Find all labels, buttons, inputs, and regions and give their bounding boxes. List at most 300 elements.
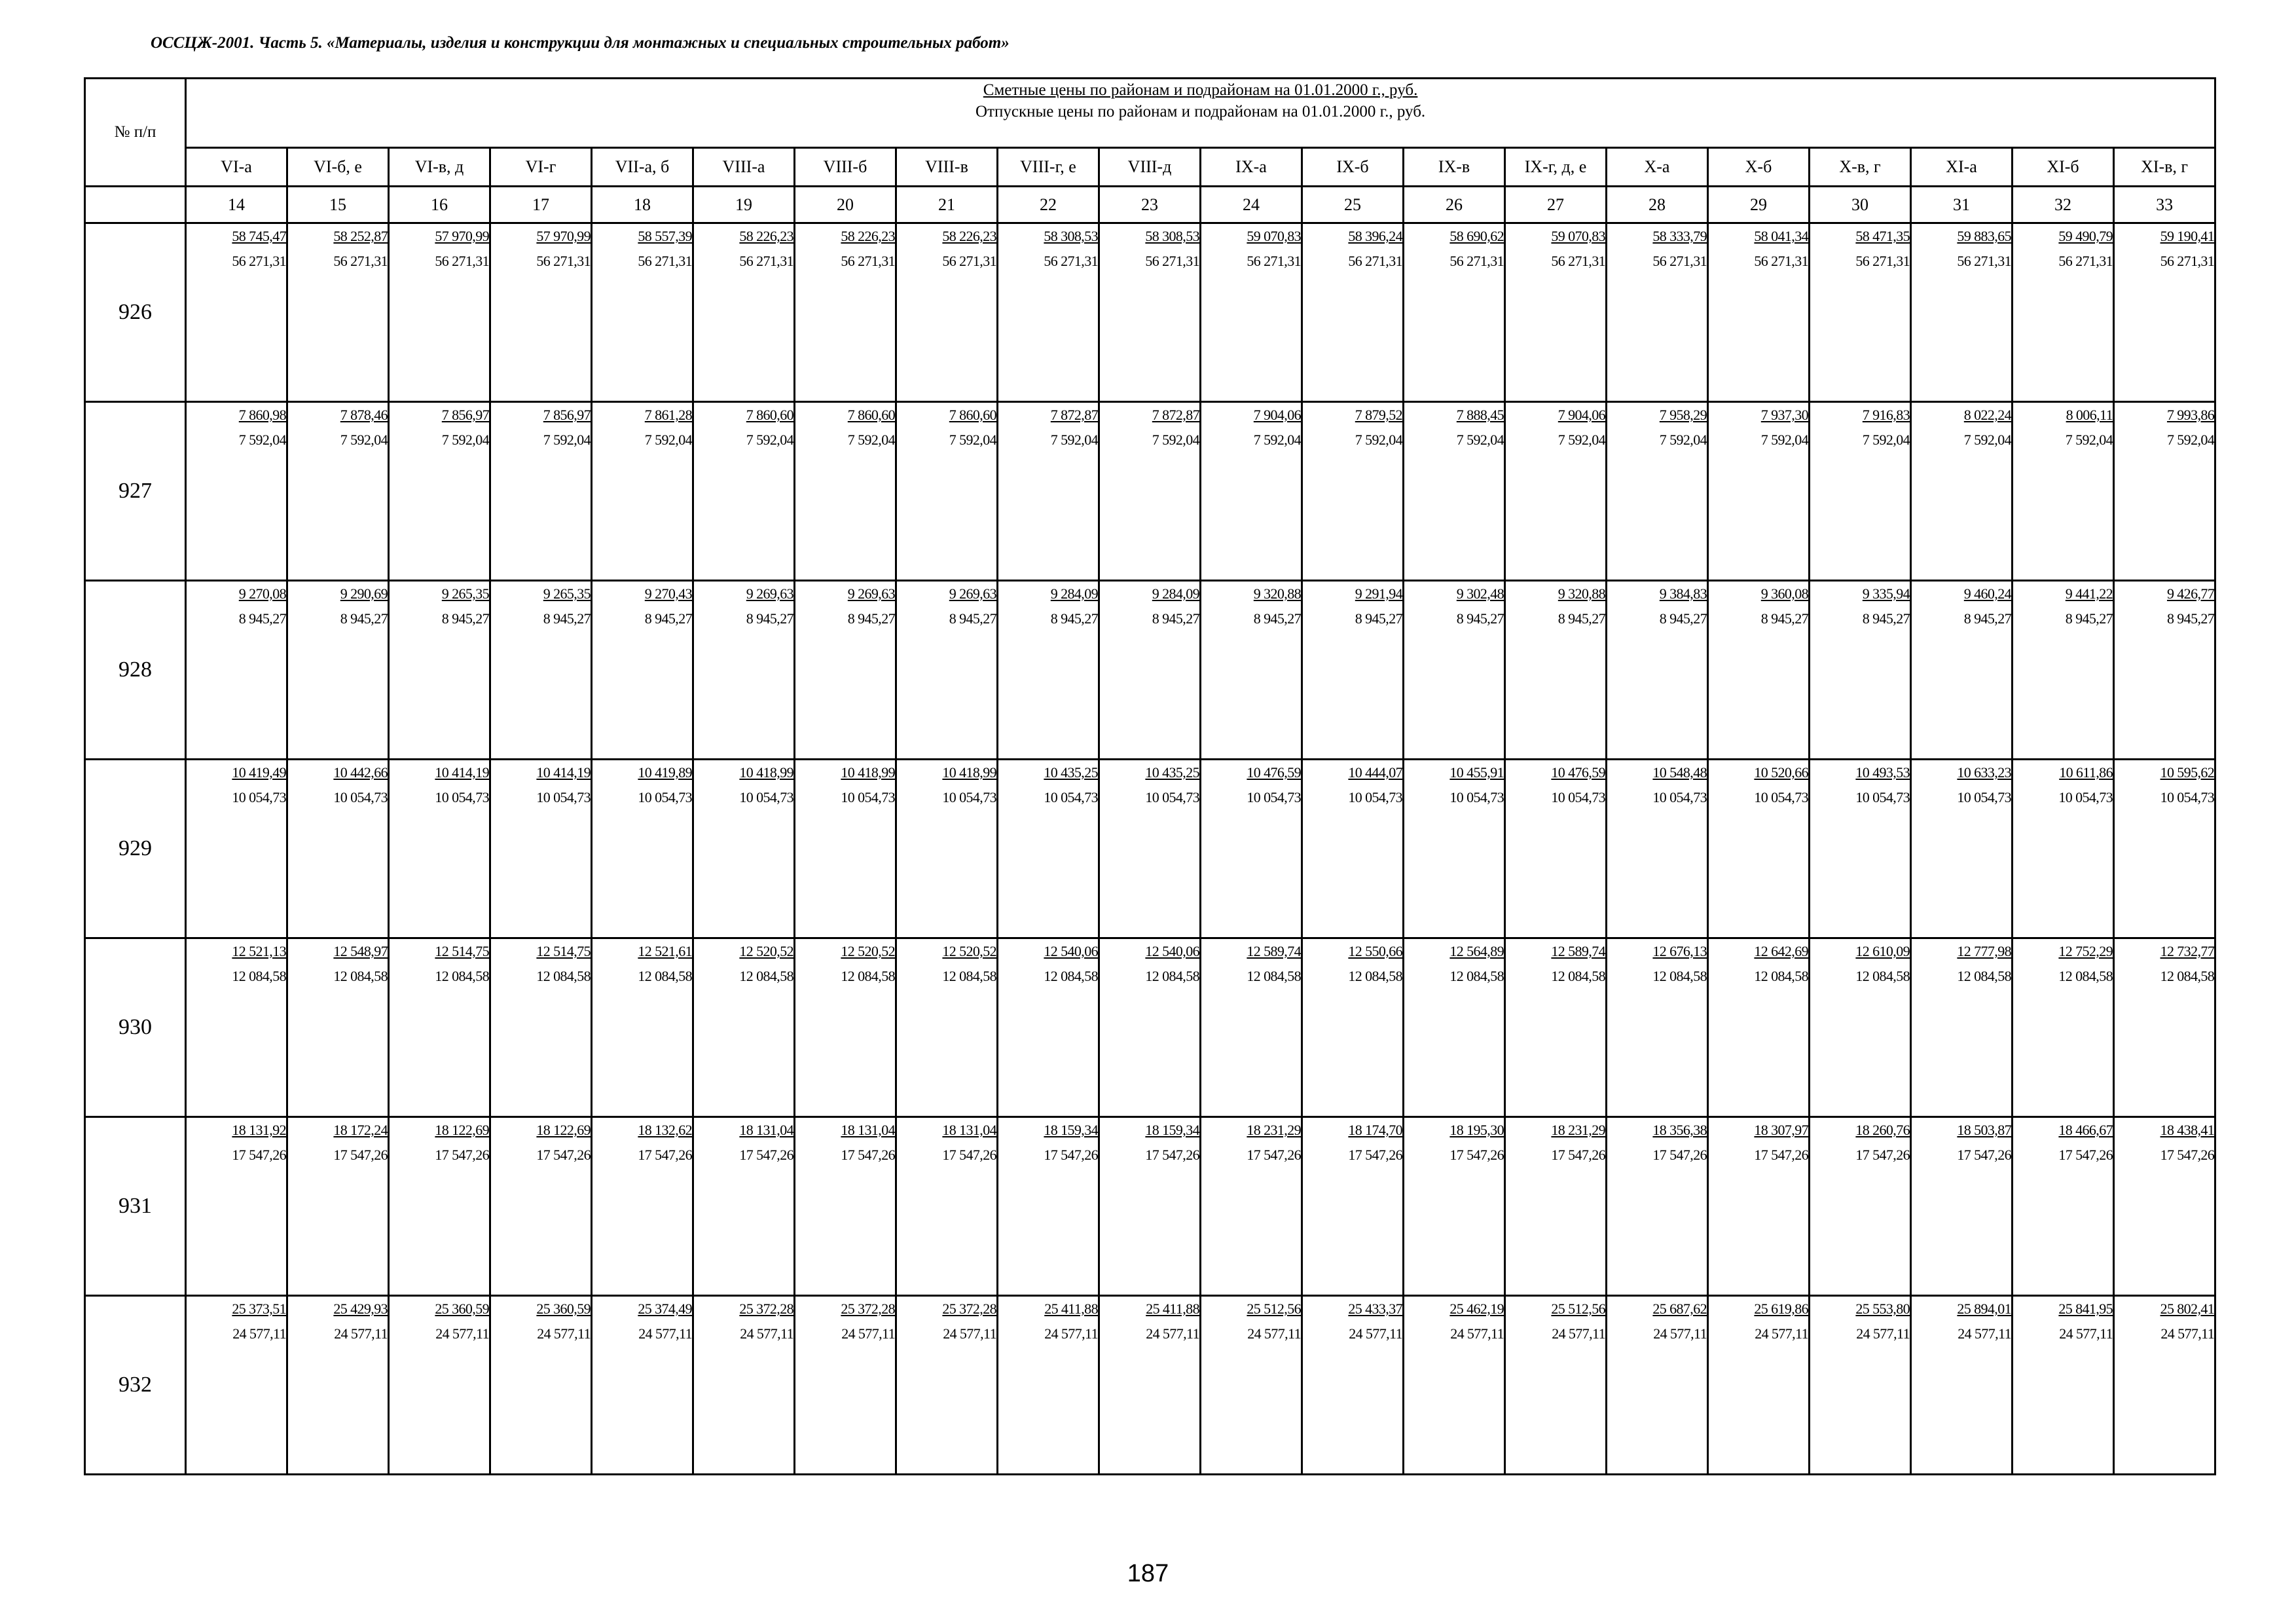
estimate-price: 9 320,88	[1253, 585, 1301, 602]
release-price: 17 547,26	[1247, 1147, 1301, 1163]
price-cell	[795, 223, 896, 402]
price-cell	[2114, 223, 2215, 402]
price-cell	[693, 1117, 795, 1296]
price-cell	[287, 938, 389, 1117]
release-price: 12 084,58	[536, 968, 591, 984]
price-cell	[693, 938, 795, 1117]
price-cell	[1810, 223, 1911, 402]
release-price: 8 945,27	[238, 610, 286, 627]
estimate-price: 18 172,24	[333, 1122, 388, 1138]
price-cell	[1302, 223, 1404, 402]
estimate-price: 25 411,88	[1044, 1301, 1098, 1317]
price-cell	[1708, 760, 1810, 938]
release-price: 56 271,31	[1957, 253, 2011, 269]
estimate-price: 9 384,83	[1659, 585, 1707, 602]
estimate-price: 18 159,34	[1044, 1122, 1098, 1138]
release-price: 24 577,11	[1958, 1325, 2011, 1342]
release-price: 56 271,31	[1551, 253, 1605, 269]
price-cell	[998, 760, 1099, 938]
estimate-price: 9 320,88	[1558, 585, 1605, 602]
price-cell	[490, 760, 592, 938]
release-price: 24 577,11	[334, 1325, 388, 1342]
price-cell	[1099, 938, 1201, 1117]
price-cell	[795, 1296, 896, 1475]
price-cell	[693, 223, 795, 402]
release-price: 17 547,26	[841, 1147, 895, 1163]
release-price: 56 271,31	[435, 253, 489, 269]
estimate-price: 12 564,89	[1449, 943, 1504, 959]
estimate-price: 59 070,83	[1551, 228, 1605, 244]
region-header: VI-г	[490, 148, 592, 187]
release-price: 17 547,26	[739, 1147, 793, 1163]
estimate-price: 25 433,37	[1348, 1301, 1402, 1317]
price-cell	[1404, 938, 1505, 1117]
estimate-price: 12 540,06	[1044, 943, 1098, 959]
price-cell	[1302, 760, 1404, 938]
estimate-price: 10 418,99	[841, 764, 895, 781]
region-header: VIII-а	[693, 148, 795, 187]
estimate-price: 7 861,28	[644, 407, 692, 423]
release-price: 24 577,11	[1653, 1325, 1707, 1342]
price-cell	[490, 402, 592, 581]
estimate-price: 18 174,70	[1348, 1122, 1402, 1138]
release-price: 8 945,27	[441, 610, 489, 627]
release-price: 56 271,31	[2160, 253, 2215, 269]
region-header: VI-в, д	[389, 148, 490, 187]
column-number: 24	[1201, 187, 1302, 223]
price-cell	[2013, 1117, 2114, 1296]
release-price: 24 577,11	[1146, 1325, 1199, 1342]
price-cell	[1911, 402, 2013, 581]
release-price: 8 945,27	[1152, 610, 1199, 627]
price-cell	[1404, 1117, 1505, 1296]
title-header-row	[85, 79, 2215, 148]
column-number: 28	[1607, 187, 1708, 223]
price-cell	[1911, 581, 2013, 760]
release-price: 10 054,73	[739, 789, 793, 805]
release-price: 17 547,26	[942, 1147, 996, 1163]
estimate-price: 25 512,56	[1247, 1301, 1301, 1317]
estimate-price: 7 878,46	[340, 407, 388, 423]
column-number-blank	[85, 187, 186, 223]
price-cell	[1810, 1117, 1911, 1296]
release-price: 12 084,58	[333, 968, 388, 984]
release-price: 56 271,31	[739, 253, 793, 269]
price-cell	[1404, 402, 1505, 581]
estimate-price: 7 856,97	[543, 407, 591, 423]
release-price: 12 084,58	[232, 968, 286, 984]
estimate-price: 7 860,60	[949, 407, 996, 423]
estimate-price: 12 521,13	[232, 943, 286, 959]
estimate-price: 7 904,06	[1558, 407, 1605, 423]
release-price: 10 054,73	[2160, 789, 2215, 805]
price-cell	[998, 223, 1099, 402]
estimate-price: 25 372,28	[739, 1301, 793, 1317]
price-cell	[1505, 581, 1607, 760]
price-cell	[1911, 223, 2013, 402]
release-price: 7 592,04	[1050, 432, 1098, 448]
release-price: 56 271,31	[2058, 253, 2113, 269]
release-price: 56 271,31	[1044, 253, 1098, 269]
price-cell	[2013, 402, 2114, 581]
price-cell	[1505, 1296, 1607, 1475]
release-price: 7 592,04	[340, 432, 388, 448]
release-price: 17 547,26	[1957, 1147, 2011, 1163]
estimate-price: 9 335,94	[1862, 585, 1910, 602]
estimate-price: 18 466,67	[2058, 1122, 2113, 1138]
estimate-price: 10 548,48	[1652, 764, 1707, 781]
region-header: VI-а	[186, 148, 287, 187]
region-header: VIII-д	[1099, 148, 1201, 187]
column-number-row	[85, 187, 2215, 223]
release-price: 10 054,73	[1754, 789, 1808, 805]
release-price: 7 592,04	[1456, 432, 1504, 448]
price-cell	[1607, 760, 1708, 938]
estimate-price: 58 745,47	[232, 228, 286, 244]
column-number: 17	[490, 187, 592, 223]
row-number: 927	[85, 402, 186, 581]
release-price: 24 577,11	[638, 1325, 692, 1342]
price-cell	[490, 1296, 592, 1475]
price-cell	[1302, 581, 1404, 760]
price-cell	[795, 760, 896, 938]
region-header: VII-а, б	[592, 148, 693, 187]
release-price: 12 084,58	[2058, 968, 2113, 984]
price-title-header	[186, 79, 2215, 148]
price-cell	[1607, 1117, 1708, 1296]
estimate-price: 58 308,53	[1145, 228, 1199, 244]
estimate-price: 58 041,34	[1754, 228, 1808, 244]
release-price: 10 054,73	[1247, 789, 1301, 805]
price-cell	[1708, 402, 1810, 581]
estimate-price: 7 916,83	[1862, 407, 1910, 423]
price-cell	[693, 581, 795, 760]
price-cell	[287, 1117, 389, 1296]
release-price: 10 054,73	[2058, 789, 2113, 805]
release-price: 12 084,58	[1652, 968, 1707, 984]
price-cell	[186, 581, 287, 760]
column-number: 26	[1404, 187, 1505, 223]
estimate-price: 12 589,74	[1551, 943, 1605, 959]
estimate-price: 10 455,91	[1449, 764, 1504, 781]
row-number: 928	[85, 581, 186, 760]
price-cell	[1505, 938, 1607, 1117]
release-price-title: Отпускные цены по районам и подрайонам на 01.01.2000 г., руб.	[975, 103, 1426, 120]
estimate-price: 8 006,11	[2066, 407, 2113, 423]
estimate-price: 7 860,60	[847, 407, 895, 423]
release-price: 12 084,58	[435, 968, 489, 984]
price-cell	[1505, 760, 1607, 938]
price-cell	[2013, 1296, 2114, 1475]
price-cell	[1404, 581, 1505, 760]
release-price: 10 054,73	[841, 789, 895, 805]
estimate-price: 10 442,66	[333, 764, 388, 781]
estimate-price: 10 611,86	[2059, 764, 2113, 781]
price-cell	[1607, 581, 1708, 760]
estimate-price: 25 687,62	[1652, 1301, 1707, 1317]
price-table-body	[85, 79, 2215, 1475]
release-price: 24 577,11	[1552, 1325, 1605, 1342]
region-header: VIII-г, е	[998, 148, 1099, 187]
price-cell	[1708, 223, 1810, 402]
release-price: 17 547,26	[1652, 1147, 1707, 1163]
release-price: 17 547,26	[1754, 1147, 1808, 1163]
release-price: 7 592,04	[2166, 432, 2215, 448]
estimate-price: 57 970,99	[435, 228, 489, 244]
estimate-price: 10 435,25	[1044, 764, 1098, 781]
estimate-price: 58 333,79	[1652, 228, 1707, 244]
release-price: 17 547,26	[232, 1147, 286, 1163]
price-cell	[287, 1296, 389, 1475]
release-price: 56 271,31	[1145, 253, 1199, 269]
price-cell	[2013, 223, 2114, 402]
release-price: 10 054,73	[333, 789, 388, 805]
estimate-price: 25 462,19	[1449, 1301, 1504, 1317]
region-header: IX-б	[1302, 148, 1404, 187]
row-number-header: № п/п	[85, 79, 186, 187]
estimate-price: 10 418,99	[739, 764, 793, 781]
column-number: 21	[896, 187, 998, 223]
price-cell	[1708, 581, 1810, 760]
release-price: 8 945,27	[1558, 610, 1605, 627]
release-price: 24 577,11	[1247, 1325, 1301, 1342]
column-number: 16	[389, 187, 490, 223]
region-header: VIII-в	[896, 148, 998, 187]
release-price: 24 577,11	[841, 1325, 895, 1342]
release-price: 10 054,73	[1652, 789, 1707, 805]
estimate-price: 25 802,41	[2160, 1301, 2215, 1317]
estimate-price: 9 426,77	[2166, 585, 2215, 602]
release-price: 7 592,04	[543, 432, 591, 448]
estimate-price: 25 372,28	[942, 1301, 996, 1317]
price-cell	[490, 1117, 592, 1296]
estimate-price: 58 396,24	[1348, 228, 1402, 244]
table-row	[85, 581, 2215, 760]
release-price: 56 271,31	[1652, 253, 1707, 269]
estimate-price: 58 471,35	[1855, 228, 1910, 244]
estimate-price: 7 860,60	[746, 407, 793, 423]
estimate-price: 57 970,99	[536, 228, 591, 244]
price-cell	[998, 1117, 1099, 1296]
estimate-price: 18 438,41	[2160, 1122, 2215, 1138]
region-header: VIII-б	[795, 148, 896, 187]
price-cell	[186, 1296, 287, 1475]
release-price: 24 577,11	[1349, 1325, 1402, 1342]
release-price: 12 084,58	[1247, 968, 1301, 984]
estimate-price: 10 493,53	[1855, 764, 1910, 781]
estimate-price: 9 269,63	[847, 585, 895, 602]
column-number: 22	[998, 187, 1099, 223]
table-row	[85, 223, 2215, 402]
release-price: 56 271,31	[232, 253, 286, 269]
release-price: 56 271,31	[1855, 253, 1910, 269]
price-cell	[1201, 760, 1302, 938]
estimate-price: 25 619,86	[1754, 1301, 1808, 1317]
release-price: 8 945,27	[1456, 610, 1504, 627]
estimate-price: 10 520,66	[1754, 764, 1808, 781]
release-price: 7 592,04	[1253, 432, 1301, 448]
table-row	[85, 938, 2215, 1117]
price-cell	[1911, 938, 2013, 1117]
estimate-price: 12 514,75	[435, 943, 489, 959]
release-price: 12 084,58	[638, 968, 692, 984]
estimate-price: 12 642,69	[1754, 943, 1808, 959]
price-cell	[186, 223, 287, 402]
estimate-price: 18 195,30	[1449, 1122, 1504, 1138]
release-price: 10 054,73	[232, 789, 286, 805]
column-number: 19	[693, 187, 795, 223]
price-cell	[1099, 1296, 1201, 1475]
price-cell	[389, 581, 490, 760]
price-cell	[998, 1296, 1099, 1475]
estimate-price: 18 132,62	[638, 1122, 692, 1138]
estimate-price: 18 260,76	[1855, 1122, 1910, 1138]
region-header: XI-в, г	[2114, 148, 2215, 187]
release-price: 17 547,26	[1044, 1147, 1098, 1163]
row-number: 932	[85, 1296, 186, 1475]
estimate-price: 10 414,19	[536, 764, 591, 781]
release-price: 17 547,26	[1348, 1147, 1402, 1163]
region-header: XI-б	[2013, 148, 2114, 187]
release-price: 12 084,58	[1957, 968, 2011, 984]
column-number: 27	[1505, 187, 1607, 223]
estimate-price: 18 131,04	[739, 1122, 793, 1138]
price-cell	[1201, 1296, 1302, 1475]
region-header: VI-б, е	[287, 148, 389, 187]
release-price: 56 271,31	[1449, 253, 1504, 269]
release-price: 8 945,27	[1963, 610, 2011, 627]
price-cell	[1810, 760, 1911, 938]
column-number: 25	[1302, 187, 1404, 223]
price-cell	[1099, 402, 1201, 581]
price-cell	[1404, 1296, 1505, 1475]
price-cell	[1810, 1296, 1911, 1475]
price-cell	[1810, 938, 1911, 1117]
estimate-price: 9 360,08	[1760, 585, 1808, 602]
price-cell	[1810, 402, 1911, 581]
price-cell	[1607, 938, 1708, 1117]
estimate-price: 58 308,53	[1044, 228, 1098, 244]
estimate-price: 7 860,98	[238, 407, 286, 423]
release-price: 12 084,58	[1449, 968, 1504, 984]
price-cell	[2114, 760, 2215, 938]
price-cell	[592, 223, 693, 402]
estimate-price: 18 131,92	[232, 1122, 286, 1138]
estimate-price: 18 122,69	[536, 1122, 591, 1138]
release-price: 8 945,27	[340, 610, 388, 627]
release-price: 8 945,27	[1253, 610, 1301, 627]
release-price: 7 592,04	[644, 432, 692, 448]
price-cell	[592, 581, 693, 760]
estimate-price: 12 777,98	[1957, 943, 2011, 959]
estimate-price: 10 414,19	[435, 764, 489, 781]
price-cell	[592, 760, 693, 938]
price-cell	[1099, 1117, 1201, 1296]
price-cell	[389, 938, 490, 1117]
price-cell	[2013, 760, 2114, 938]
release-price: 8 945,27	[949, 610, 996, 627]
estimate-price: 9 270,08	[238, 585, 286, 602]
price-cell	[2013, 581, 2114, 760]
release-price: 24 577,11	[537, 1325, 591, 1342]
estimate-price: 9 284,09	[1152, 585, 1199, 602]
price-cell	[1911, 1117, 2013, 1296]
price-cell	[1708, 1117, 1810, 1296]
release-price: 10 054,73	[1957, 789, 2011, 805]
price-cell	[1302, 1117, 1404, 1296]
estimate-price: 58 226,23	[942, 228, 996, 244]
release-price: 56 271,31	[333, 253, 388, 269]
release-price: 7 592,04	[238, 432, 286, 448]
price-cell	[1099, 223, 1201, 402]
estimate-price: 7 872,87	[1152, 407, 1199, 423]
price-cell	[998, 581, 1099, 760]
column-number: 33	[2114, 187, 2215, 223]
estimate-price: 25 374,49	[638, 1301, 692, 1317]
release-price: 7 592,04	[441, 432, 489, 448]
release-price: 8 945,27	[1050, 610, 1098, 627]
price-cell	[2114, 581, 2215, 760]
release-price: 17 547,26	[435, 1147, 489, 1163]
release-price: 7 592,04	[1963, 432, 2011, 448]
release-price: 7 592,04	[949, 432, 996, 448]
price-cell	[896, 760, 998, 938]
estimate-price-title: Сметные цены по районам и подрайонам на 01.01.2000 г., руб.	[983, 81, 1418, 99]
estimate-price: 18 131,04	[942, 1122, 996, 1138]
price-cell	[186, 402, 287, 581]
release-price: 24 577,11	[740, 1325, 793, 1342]
estimate-price: 10 476,59	[1247, 764, 1301, 781]
estimate-price: 58 226,23	[841, 228, 895, 244]
price-cell	[1201, 223, 1302, 402]
release-price: 12 084,58	[1145, 968, 1199, 984]
release-price: 8 945,27	[543, 610, 591, 627]
region-header: X-в, г	[1810, 148, 1911, 187]
release-price: 7 592,04	[1862, 432, 1910, 448]
estimate-price: 12 521,61	[638, 943, 692, 959]
price-cell	[2114, 1117, 2215, 1296]
release-price: 56 271,31	[841, 253, 895, 269]
price-cell	[1505, 223, 1607, 402]
region-header: X-б	[1708, 148, 1810, 187]
column-number: 32	[2013, 187, 2114, 223]
release-price: 12 084,58	[1754, 968, 1808, 984]
estimate-price: 9 270,43	[644, 585, 692, 602]
estimate-price: 25 894,01	[1957, 1301, 2011, 1317]
region-header: IX-в	[1404, 148, 1505, 187]
release-price: 24 577,11	[2160, 1325, 2215, 1342]
release-price: 12 084,58	[1855, 968, 1910, 984]
release-price: 24 577,11	[1044, 1325, 1098, 1342]
price-cell	[795, 581, 896, 760]
region-header: XI-а	[1911, 148, 2013, 187]
estimate-price: 9 284,09	[1050, 585, 1098, 602]
estimate-price: 58 226,23	[739, 228, 793, 244]
price-cell	[490, 938, 592, 1117]
estimate-price: 18 231,29	[1551, 1122, 1605, 1138]
table-row	[85, 402, 2215, 581]
estimate-price: 12 732,77	[2160, 943, 2215, 959]
estimate-price: 7 993,86	[2166, 407, 2215, 423]
estimate-price: 12 548,97	[333, 943, 388, 959]
release-price: 7 592,04	[1760, 432, 1808, 448]
price-cell	[1404, 223, 1505, 402]
estimate-price: 12 520,52	[739, 943, 793, 959]
estimate-price: 7 937,30	[1760, 407, 1808, 423]
row-number: 929	[85, 760, 186, 938]
estimate-price: 7 958,29	[1659, 407, 1707, 423]
price-cell	[1505, 402, 1607, 581]
